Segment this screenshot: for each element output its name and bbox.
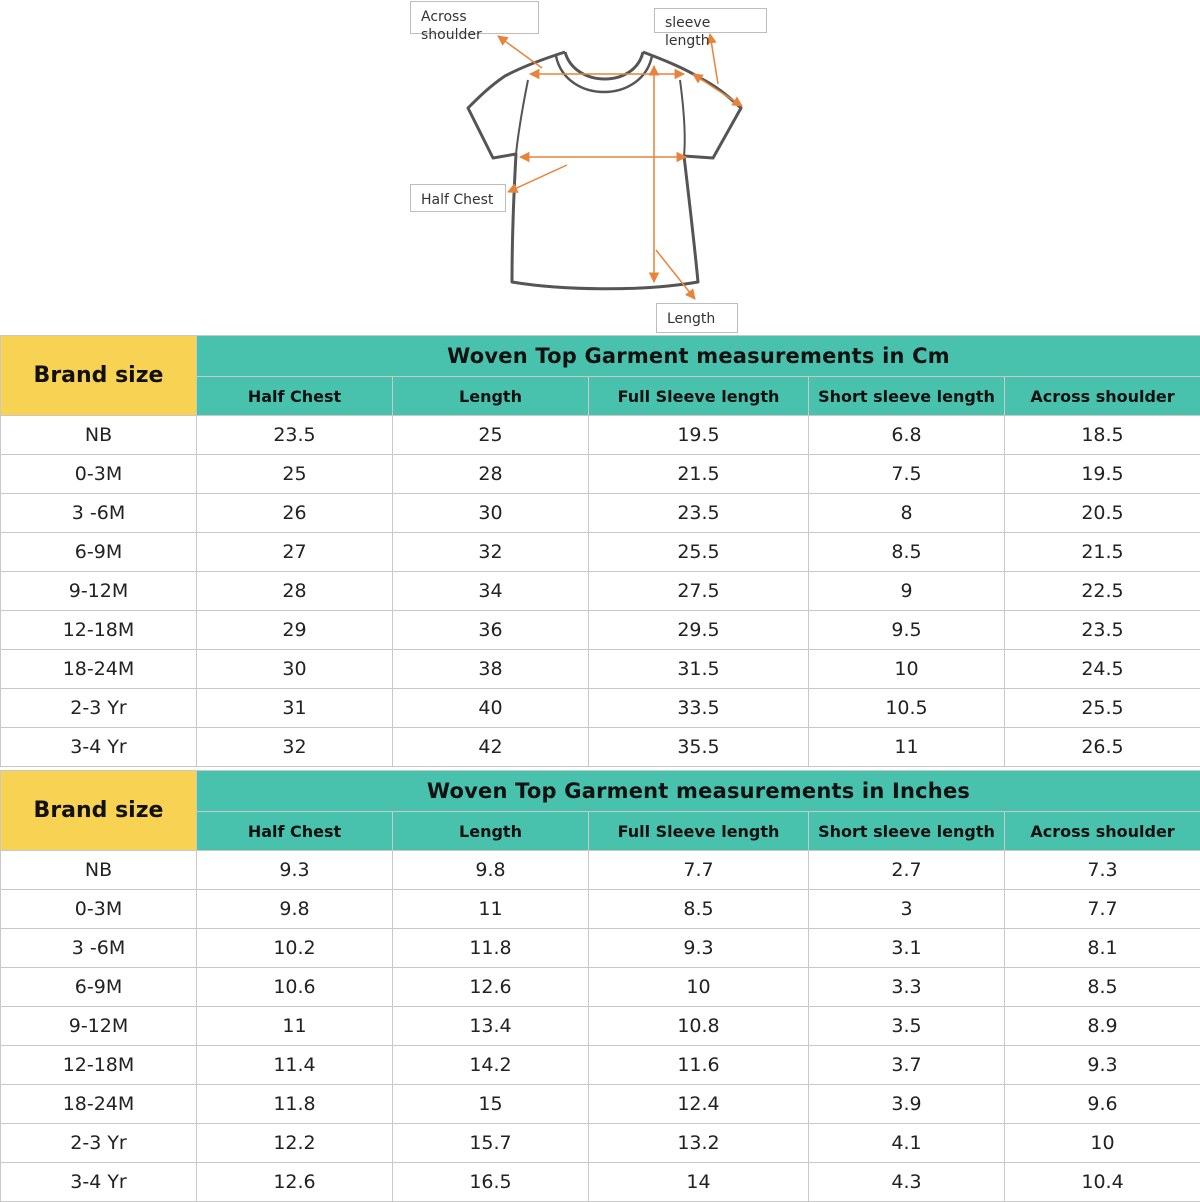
measurement-cell: 3.7 (809, 1046, 1005, 1085)
table-row (1, 416, 1200, 455)
column-header: Across shoulder (1005, 377, 1200, 416)
column-header: Full Sleeve length (589, 377, 809, 416)
table-body (1, 851, 1200, 1202)
brand-size-header: Brand size (1, 771, 197, 851)
measurement-cell: 14 (589, 1163, 809, 1202)
measurement-cell: 8.9 (1005, 1007, 1200, 1046)
table-row (1, 572, 1200, 611)
measurement-cell: 30 (197, 650, 393, 689)
measurement-cell: 13.4 (393, 1007, 589, 1046)
column-header: Full Sleeve length (589, 812, 809, 851)
measurement-cell: 34 (393, 572, 589, 611)
measurement-cell: 7.3 (1005, 851, 1200, 890)
table-row (1, 1124, 1200, 1163)
measurement-cell: 10.8 (589, 1007, 809, 1046)
size-cell: 12-18M (1, 1046, 197, 1085)
length-label: Length (656, 303, 738, 333)
column-header: Length (393, 377, 589, 416)
measurement-cell: 11.4 (197, 1046, 393, 1085)
table-row (1, 611, 1200, 650)
measurement-cell: 10.6 (197, 968, 393, 1007)
table-row (1, 494, 1200, 533)
measurement-cell: 11.6 (589, 1046, 809, 1085)
measurement-cell: 12.2 (197, 1124, 393, 1163)
measurement-cell: 27 (197, 533, 393, 572)
column-header: Length (393, 812, 589, 851)
table-row (1, 1046, 1200, 1085)
measurement-cell: 15.7 (393, 1124, 589, 1163)
measurement-cell: 23.5 (197, 416, 393, 455)
measurement-cell: 25.5 (1005, 689, 1200, 728)
column-header: Across shoulder (1005, 812, 1200, 851)
measurement-cell: 3 (809, 890, 1005, 929)
measurement-cell: 3.9 (809, 1085, 1005, 1124)
size-cell: 3-4 Yr (1, 728, 197, 767)
measurement-cell: 28 (197, 572, 393, 611)
measurement-cell: 9.6 (1005, 1085, 1200, 1124)
measurement-cell: 35.5 (589, 728, 809, 767)
measurement-cell: 20.5 (1005, 494, 1200, 533)
size-cell: 3-4 Yr (1, 1163, 197, 1202)
measurement-cell: 12.6 (393, 968, 589, 1007)
measurement-cell: 21.5 (1005, 533, 1200, 572)
measurement-cell: 13.2 (589, 1124, 809, 1163)
measurement-cell: 31.5 (589, 650, 809, 689)
measurement-cell: 25 (393, 416, 589, 455)
measurement-cell: 29.5 (589, 611, 809, 650)
table-row (1, 968, 1200, 1007)
measurement-cell: 29 (197, 611, 393, 650)
measurement-cell: 8.5 (809, 533, 1005, 572)
measurement-cell: 8 (809, 494, 1005, 533)
measurement-cell: 10 (809, 650, 1005, 689)
measurement-cell: 25 (197, 455, 393, 494)
measurement-cell: 28 (393, 455, 589, 494)
size-cell: 6-9M (1, 533, 197, 572)
size-cell: 0-3M (1, 890, 197, 929)
size-cell: 2-3 Yr (1, 1124, 197, 1163)
measurement-cell: 4.3 (809, 1163, 1005, 1202)
table-body (1, 416, 1200, 767)
sleeve-length-label: sleeve length (654, 8, 767, 33)
column-header: Short sleeve length (809, 812, 1005, 851)
size-cell: 9-12M (1, 1007, 197, 1046)
measurement-cell: 19.5 (589, 416, 809, 455)
measurement-cell: 8.1 (1005, 929, 1200, 968)
table-row (1, 1085, 1200, 1124)
table-row (1, 1007, 1200, 1046)
size-table-cm (0, 335, 1200, 767)
measurement-cell: 40 (393, 689, 589, 728)
brand-size-header: Brand size (1, 336, 197, 416)
measurement-cell: 26 (197, 494, 393, 533)
measurement-cell: 7.7 (1005, 890, 1200, 929)
size-cell: 6-9M (1, 968, 197, 1007)
measurement-cell: 10 (1005, 1124, 1200, 1163)
size-cell: 18-24M (1, 650, 197, 689)
tshirt-outline (468, 52, 741, 289)
measurement-cell: 7.7 (589, 851, 809, 890)
measurement-cell: 9.3 (589, 929, 809, 968)
measurement-cell: 30 (393, 494, 589, 533)
tshirt-illustration (0, 0, 1200, 335)
tshirt-measurement-diagram (0, 0, 1200, 335)
across-shoulder-label: Across shoulder (410, 1, 539, 34)
table-row (1, 929, 1200, 968)
measurement-cell: 8.5 (1005, 968, 1200, 1007)
measurement-cell: 26.5 (1005, 728, 1200, 767)
half-chest-label: Half Chest (410, 184, 506, 212)
column-header: Half Chest (197, 377, 393, 416)
table-row (1, 455, 1200, 494)
measurement-cell: 8.5 (589, 890, 809, 929)
measurement-cell: 21.5 (589, 455, 809, 494)
measurement-cell: 10.5 (809, 689, 1005, 728)
measurement-arrows (498, 34, 742, 299)
table-row (1, 533, 1200, 572)
size-cell: 18-24M (1, 1085, 197, 1124)
table-row (1, 890, 1200, 929)
measurement-cell: 12.6 (197, 1163, 393, 1202)
table-title: Woven Top Garment measurements in Cm (197, 336, 1200, 377)
measurement-cell: 11.8 (393, 929, 589, 968)
measurement-cell: 23.5 (589, 494, 809, 533)
size-cell: 0-3M (1, 455, 197, 494)
size-cell: 3 -6M (1, 929, 197, 968)
measurement-cell: 36 (393, 611, 589, 650)
measurement-cell: 23.5 (1005, 611, 1200, 650)
measurement-cell: 27.5 (589, 572, 809, 611)
size-cell: 9-12M (1, 572, 197, 611)
measurement-cell: 2.7 (809, 851, 1005, 890)
measurement-cell: 9 (809, 572, 1005, 611)
measurement-cell: 11 (393, 890, 589, 929)
measurement-cell: 9.8 (393, 851, 589, 890)
table-row (1, 1163, 1200, 1202)
measurement-cell: 10.2 (197, 929, 393, 968)
measurement-cell: 18.5 (1005, 416, 1200, 455)
measurement-cell: 10.4 (1005, 1163, 1200, 1202)
measurement-cell: 15 (393, 1085, 589, 1124)
table-title: Woven Top Garment measurements in Inches (197, 771, 1200, 812)
table-row (1, 650, 1200, 689)
measurement-cell: 11 (809, 728, 1005, 767)
size-table-inches (0, 770, 1200, 1202)
measurement-cell: 9.3 (1005, 1046, 1200, 1085)
measurement-cell: 7.5 (809, 455, 1005, 494)
size-cell: NB (1, 416, 197, 455)
column-header: Half Chest (197, 812, 393, 851)
measurement-cell: 12.4 (589, 1085, 809, 1124)
measurement-cell: 6.8 (809, 416, 1005, 455)
size-cell: NB (1, 851, 197, 890)
measurement-cell: 10 (589, 968, 809, 1007)
measurement-cell: 22.5 (1005, 572, 1200, 611)
measurement-cell: 3.3 (809, 968, 1005, 1007)
measurement-cell: 24.5 (1005, 650, 1200, 689)
measurement-cell: 33.5 (589, 689, 809, 728)
measurement-cell: 16.5 (393, 1163, 589, 1202)
measurement-cell: 9.3 (197, 851, 393, 890)
measurement-cell: 11.8 (197, 1085, 393, 1124)
table-row (1, 728, 1200, 767)
measurement-cell: 3.1 (809, 929, 1005, 968)
measurement-cell: 11 (197, 1007, 393, 1046)
measurement-cell: 3.5 (809, 1007, 1005, 1046)
measurement-cell: 32 (197, 728, 393, 767)
measurement-cell: 31 (197, 689, 393, 728)
measurement-cell: 14.2 (393, 1046, 589, 1085)
measurement-cell: 42 (393, 728, 589, 767)
size-cell: 12-18M (1, 611, 197, 650)
size-cell: 3 -6M (1, 494, 197, 533)
table-row (1, 851, 1200, 890)
measurement-cell: 32 (393, 533, 589, 572)
measurement-cell: 4.1 (809, 1124, 1005, 1163)
measurement-cell: 38 (393, 650, 589, 689)
measurement-cell: 9.8 (197, 890, 393, 929)
measurement-cell: 19.5 (1005, 455, 1200, 494)
measurement-cell: 9.5 (809, 611, 1005, 650)
table-row (1, 689, 1200, 728)
column-header: Short sleeve length (809, 377, 1005, 416)
measurement-cell: 25.5 (589, 533, 809, 572)
size-cell: 2-3 Yr (1, 689, 197, 728)
